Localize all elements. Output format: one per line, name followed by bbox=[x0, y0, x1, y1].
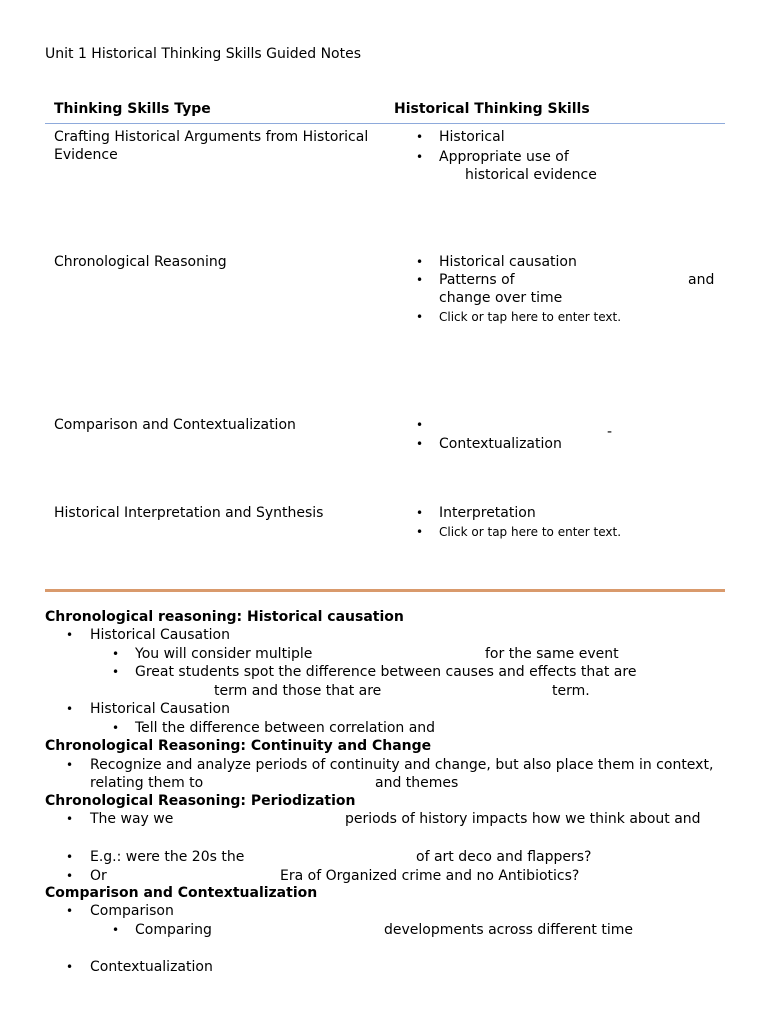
list-item: Historical Causation bbox=[90, 627, 230, 643]
skill-item: Contextualization bbox=[439, 436, 562, 452]
table-cell-type: Evidence bbox=[54, 147, 118, 163]
section-heading: Chronological Reasoning: Periodization bbox=[45, 793, 356, 809]
bullet-icon: • bbox=[112, 721, 120, 735]
bullet-icon: • bbox=[66, 869, 74, 883]
bullet-icon: • bbox=[66, 702, 74, 716]
list-item: relating them to bbox=[90, 775, 204, 791]
section-heading: Chronological Reasoning: Continuity and Change bbox=[45, 738, 432, 754]
bullet-icon: • bbox=[66, 628, 74, 642]
table-cell-type: Crafting Historical Arguments from Historical bbox=[54, 129, 369, 145]
bullet-icon: • bbox=[416, 418, 424, 432]
bullet-icon: • bbox=[66, 812, 74, 826]
bullet-icon: • bbox=[416, 255, 424, 269]
bullet-icon: • bbox=[416, 273, 424, 287]
skill-item: Appropriate use of bbox=[439, 149, 569, 165]
list-item: Tell the difference between correlation and bbox=[135, 720, 436, 736]
list-item: You will consider multiple bbox=[135, 646, 313, 662]
bullet-icon: • bbox=[416, 310, 424, 324]
table-cell-type: Comparison and Contextualization bbox=[54, 417, 296, 433]
table-cell-type: Chronological Reasoning bbox=[54, 254, 227, 270]
list-item: Comparison bbox=[90, 903, 174, 919]
skill-item: change over time bbox=[439, 290, 563, 306]
table-cell-type: Historical Interpretation and Synthesis bbox=[54, 505, 324, 521]
bullet-icon: • bbox=[112, 923, 120, 937]
list-item: Comparing bbox=[135, 922, 212, 938]
bullet-icon: • bbox=[66, 960, 74, 974]
table-header-skills: Historical Thinking Skills bbox=[394, 101, 590, 117]
section-divider bbox=[45, 589, 725, 592]
skill-item: - bbox=[607, 424, 613, 440]
bullet-icon: • bbox=[416, 130, 424, 144]
skill-item: Historical causation bbox=[439, 254, 577, 270]
list-item: Recognize and analyze periods of continuity and change, but also place them in context, bbox=[90, 757, 714, 773]
bullet-icon: • bbox=[66, 904, 74, 918]
list-item: of art deco and flappers? bbox=[416, 849, 592, 865]
skill-item: Historical bbox=[439, 129, 505, 145]
section-heading: Comparison and Contextualization bbox=[45, 885, 318, 901]
list-item: E.g.: were the 20s the bbox=[90, 849, 245, 865]
list-item: term. bbox=[552, 683, 590, 699]
list-item: Era of Organized crime and no Antibiotics? bbox=[280, 868, 580, 884]
section-heading: Chronological reasoning: Historical causation bbox=[45, 609, 404, 625]
list-item: Contextualization bbox=[90, 959, 213, 975]
skill-item: Patterns of bbox=[439, 272, 515, 288]
skill-item: historical evidence bbox=[465, 167, 597, 183]
bullet-icon: • bbox=[66, 758, 74, 772]
list-item: Historical Causation bbox=[90, 701, 230, 717]
table-header-type: Thinking Skills Type bbox=[54, 101, 211, 117]
placeholder-text-field[interactable]: Click or tap here to enter text. bbox=[439, 310, 622, 324]
bullet-icon: • bbox=[112, 647, 120, 661]
list-item: term and those that are bbox=[214, 683, 382, 699]
list-item: periods of history impacts how we think about and bbox=[345, 811, 701, 827]
skill-item: and bbox=[688, 272, 715, 288]
skill-item: Interpretation bbox=[439, 505, 536, 521]
bullet-icon: • bbox=[112, 665, 120, 679]
bullet-icon: • bbox=[416, 150, 424, 164]
placeholder-text-field[interactable]: Click or tap here to enter text. bbox=[439, 525, 622, 539]
bullet-icon: • bbox=[66, 850, 74, 864]
bullet-icon: • bbox=[416, 437, 424, 451]
document-title: Unit 1 Historical Thinking Skills Guided Notes bbox=[45, 46, 362, 62]
list-item: developments across different time bbox=[384, 922, 633, 938]
table-header-divider bbox=[45, 123, 725, 124]
list-item: The way we bbox=[90, 811, 174, 827]
bullet-icon: • bbox=[416, 506, 424, 520]
list-item: and themes bbox=[375, 775, 459, 791]
list-item: Or bbox=[90, 868, 107, 884]
list-item: Great students spot the difference between causes and effects that are bbox=[135, 664, 637, 680]
list-item: for the same event bbox=[485, 646, 619, 662]
bullet-icon: • bbox=[416, 525, 424, 539]
